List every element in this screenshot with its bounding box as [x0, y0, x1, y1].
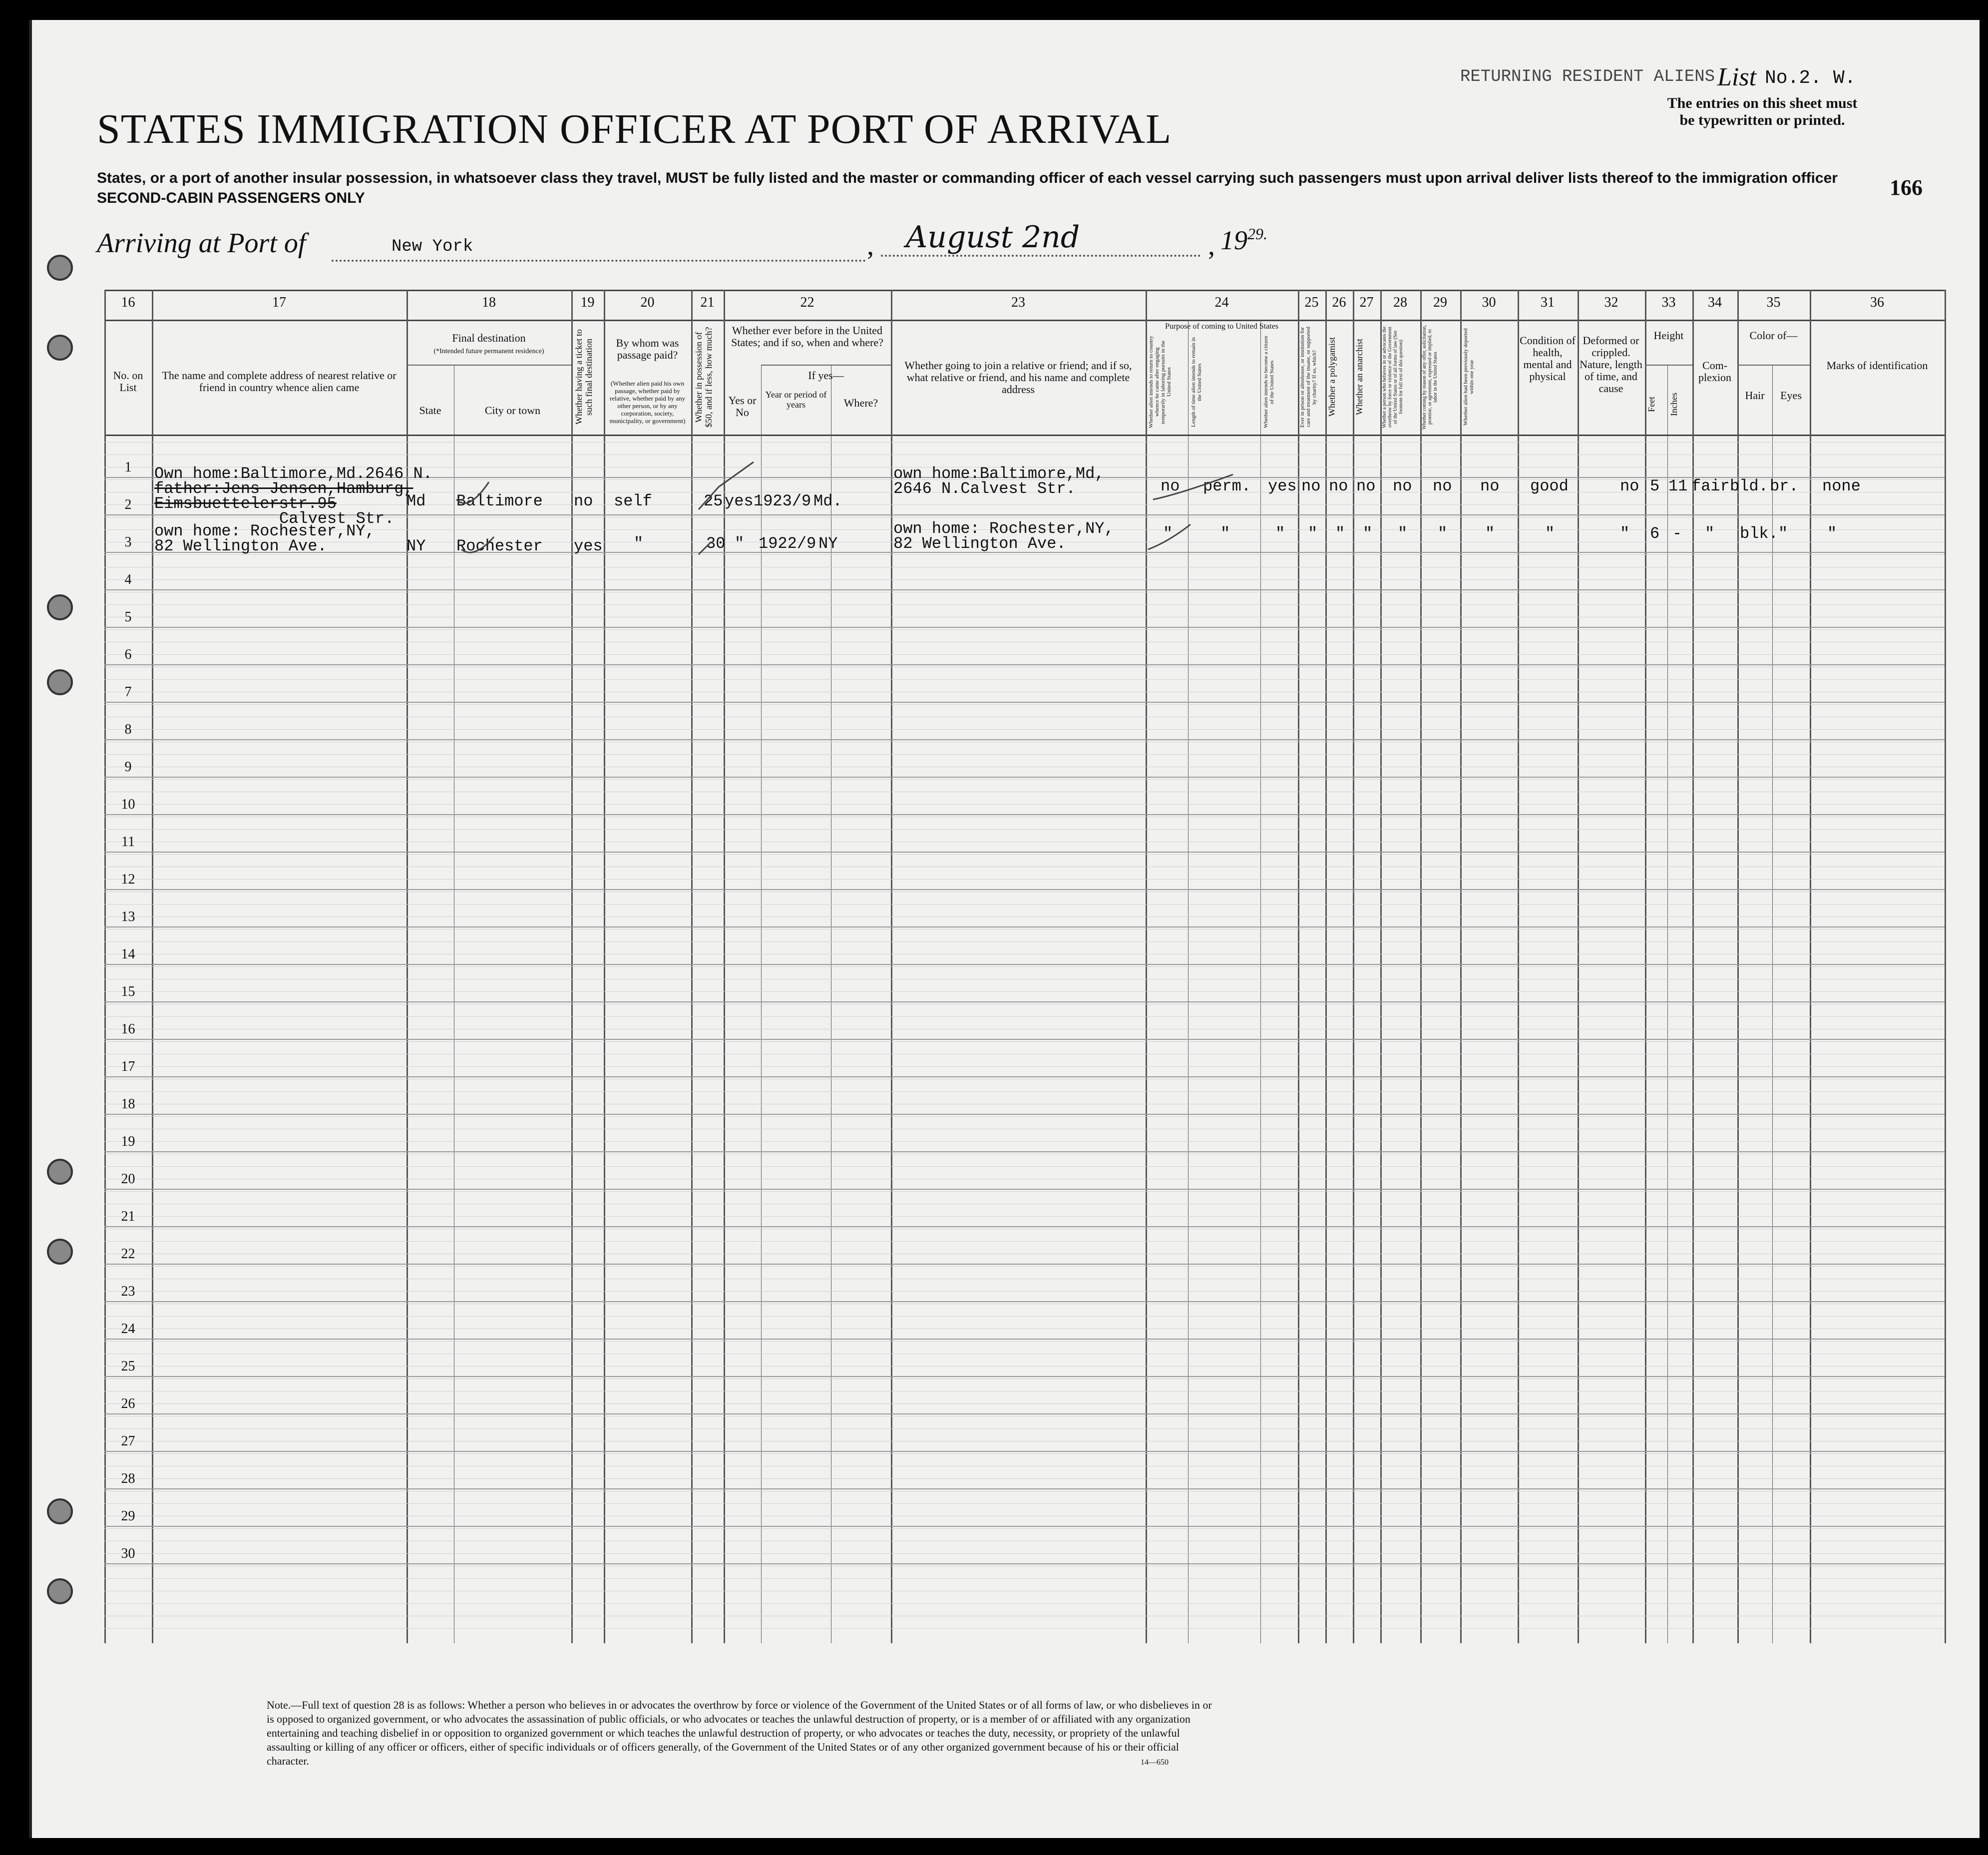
check-mark	[1148, 524, 1191, 549]
col-num-16: 16	[121, 295, 135, 310]
col-num-28: 28	[1393, 295, 1407, 310]
check-mark	[699, 462, 754, 509]
row2-return: "	[1163, 524, 1173, 543]
row2-joining-line1: own home: Rochester,NY,	[893, 519, 1114, 538]
row1-q30: no	[1480, 477, 1500, 495]
ruled-line	[104, 1091, 1945, 1092]
col-head-ticket: Whether having a ticket to such final destination	[574, 329, 594, 425]
row-rule	[104, 1076, 1945, 1077]
row-number: 20	[121, 1171, 135, 1187]
col-num-32: 32	[1604, 295, 1618, 310]
row2-before-where: NY	[818, 534, 838, 553]
row-rule	[104, 1226, 1945, 1227]
row2-money: 30	[706, 534, 726, 553]
row-number: 7	[124, 684, 132, 700]
col-head-citizen: Whether alien intends to become a citizen of the United States	[1263, 336, 1275, 429]
row-number: 8	[124, 722, 132, 737]
page-title: STATES IMMIGRATION OFFICER AT PORT OF ARRIVAL	[97, 106, 1172, 152]
date-dotted-line	[881, 255, 1200, 257]
row1-before-year: 1923/9	[754, 492, 811, 510]
ruled-line	[104, 829, 1945, 830]
class-line: SECOND-CABIN PASSENGERS ONLY	[97, 190, 365, 206]
row1-q29: no	[1433, 477, 1452, 495]
col-num-24: 24	[1214, 295, 1229, 310]
row1-deformed: no	[1620, 477, 1639, 495]
col-head-color: Color of—	[1749, 329, 1798, 342]
comma: ,	[1208, 230, 1215, 261]
col-num-23: 23	[1011, 295, 1025, 310]
row1-health: good	[1530, 477, 1569, 495]
col-num-29: 29	[1433, 295, 1447, 310]
col-head-before: Whether ever before in the United States; and if so, when and where?	[731, 324, 883, 349]
typewritten-note: The entries on this sheet must be typewritten or printed.	[1667, 95, 1858, 128]
footnote: Note.—Full text of question 28 is as follows: Whether a person who believes in or advocates the overthrow by force or violence of the Government of the United States or of all forms of law, or who disbelieves in or is opposed to organized government, or who advocates the assassination of public officials, or who advocates or teaches the unlawful destruction of property, or is a member of or affiliated with any organization entertaining and teaching disbelief in or opposition to organized government or which teaches the unlawful destruction of property, or who advocates or teaches the duty, necessity, or propriety of the unlawful assaulting or killing of any officer or officers, either of specific individuals or of officers generally, of the Government of the United States or of any other organized government because of his or their official character.	[267, 1699, 1212, 1767]
col-head-state: State	[419, 404, 441, 417]
col-num-20: 20	[640, 295, 655, 310]
ruled-line	[104, 729, 1945, 730]
row2-q30: "	[1485, 524, 1495, 543]
row1-anarchist: no	[1356, 477, 1376, 495]
row2-joining-line2: 82 Wellington Ave.	[893, 534, 1066, 553]
row1-paid-by: self	[614, 492, 652, 510]
col-head-marks: Marks of identification	[1826, 359, 1928, 372]
ruled-line	[104, 654, 1945, 655]
row-rule	[104, 739, 1945, 740]
row2-anarchist: "	[1363, 524, 1373, 543]
row-rule	[104, 1189, 1945, 1190]
row2-q29: "	[1438, 524, 1448, 543]
col-head-anarchist: Whether an anarchist	[1354, 339, 1364, 416]
ruled-line	[104, 1428, 1945, 1429]
row-rule	[104, 1301, 1945, 1302]
ruled-line	[104, 679, 1945, 680]
row1-joining-line1: own home:Baltimore,Md,	[893, 464, 1105, 483]
check-marks	[104, 290, 1945, 589]
list-word: List	[1717, 63, 1757, 91]
row-rule	[104, 852, 1945, 853]
row1-polygamist: no	[1329, 477, 1348, 495]
row2-relative-line2: 82 Wellington Ave.	[154, 537, 327, 555]
row2-paid-by: "	[634, 534, 644, 553]
row-number: 12	[121, 872, 135, 887]
col-head-money: Whether in possession of $50, and if less, how much?	[694, 327, 714, 428]
row-number: 30	[121, 1546, 135, 1561]
ruled-line	[104, 1016, 1945, 1017]
col-num-22: 22	[800, 295, 814, 310]
row1-state: Md	[406, 492, 426, 510]
row2-hair: blk.	[1740, 524, 1778, 543]
col-head-joining: Whether going to join a relative or friend; and if so, what relative or friend, and his name and complete address	[904, 359, 1132, 396]
col-num-35: 35	[1766, 295, 1781, 310]
ruled-line	[104, 1216, 1945, 1217]
col-head-year: Year or period of years	[765, 390, 827, 410]
row2-prison: "	[1308, 524, 1318, 543]
check-mark	[1153, 474, 1233, 499]
row2-before-yesno: "	[735, 534, 745, 553]
manifest-table	[104, 290, 1945, 1643]
row-number: 25	[121, 1359, 135, 1374]
row1-relative-line4: Calvest Str.	[279, 509, 395, 528]
year-value	[1220, 225, 1267, 256]
row1-complexion: fair	[1691, 477, 1730, 495]
col-num-26: 26	[1332, 295, 1346, 310]
ruled-line	[104, 1191, 1945, 1192]
ruled-line	[104, 1041, 1945, 1042]
col-head-destination: Final destination	[452, 332, 526, 344]
col-head-polygamist: Whether a polygamist	[1327, 337, 1337, 417]
row-number: 10	[121, 797, 135, 812]
row-rule	[104, 777, 1945, 778]
col-head-paid: By whom was passage paid?	[616, 337, 679, 361]
row-rule	[104, 1151, 1945, 1152]
row1-citizen: yes	[1268, 477, 1297, 495]
comma: ,	[867, 230, 874, 261]
list-number: No.2. W.	[1765, 67, 1856, 89]
col-num-31: 31	[1541, 295, 1555, 310]
ruled-line	[104, 1241, 1945, 1242]
col-head-hair: Hair	[1745, 389, 1765, 402]
row-rule	[104, 664, 1945, 665]
punch-hole	[47, 1159, 73, 1185]
row-number: 14	[121, 946, 135, 962]
row-rule	[104, 1413, 1945, 1414]
row-number: 4	[124, 572, 132, 587]
row-rule	[104, 814, 1945, 815]
row1-feet: 5	[1650, 477, 1660, 495]
row-number: 26	[121, 1396, 135, 1411]
row2-inches: -	[1672, 524, 1682, 543]
punch-hole	[47, 1498, 73, 1524]
row-number: 18	[121, 1096, 135, 1112]
row1-before-yesno: yes	[725, 492, 754, 510]
row2-marks: "	[1827, 524, 1837, 543]
ruled-line	[104, 1291, 1945, 1292]
punch-hole	[47, 1239, 73, 1265]
row2-eyes: "	[1778, 524, 1788, 543]
ruled-line	[104, 1116, 1945, 1117]
row2-ticket: yes	[574, 537, 603, 555]
port-value: New York	[392, 237, 473, 256]
row1-money: 25	[704, 492, 723, 510]
col-head-feet: Feet	[1646, 397, 1656, 413]
row-number: 13	[121, 909, 135, 925]
row1-marks: none	[1822, 477, 1861, 495]
row1-joining-line2: 2646 N.Calvest Str.	[893, 479, 1076, 498]
ruled-line	[104, 854, 1945, 855]
col-head-relative: The name and complete address of nearest relative or friend in country whence alien came	[162, 369, 397, 394]
ruled-line	[104, 1503, 1945, 1504]
ruled-line	[104, 904, 1945, 905]
ruled-line	[104, 1266, 1945, 1267]
punch-hole	[47, 335, 73, 361]
row-rule	[104, 1376, 1945, 1377]
ruled-line	[104, 1066, 1945, 1067]
date-value: August 2nd	[906, 220, 1080, 255]
row-number: 2	[124, 497, 132, 512]
ruled-line	[104, 1166, 1945, 1167]
instruction-text: States, or a port of another insular possession, in whatsoever class they travel, MUST be fully listed and the master or commanding officer of each vessel carrying such passengers must upon arrival deliver lists thereof to the immigration officer	[97, 170, 1838, 186]
check-mark	[456, 482, 489, 503]
row2-complexion: "	[1705, 524, 1715, 543]
row-number: 16	[121, 1021, 135, 1037]
row-rule	[104, 1451, 1945, 1452]
row-rule	[104, 627, 1945, 628]
col-head-prison: Ever in prison or almshouse, or institution for care and treatment of the insane, or supported by charity? If so, which?	[1299, 327, 1317, 428]
ruled-line	[104, 1341, 1945, 1342]
row2-state: NY	[406, 537, 426, 555]
list-prefix: RETURNING RESIDENT ALIENS	[1460, 67, 1715, 86]
ruled-line	[104, 604, 1945, 605]
row-number: 22	[121, 1246, 135, 1262]
col-num-27: 27	[1359, 295, 1374, 310]
row-rule	[104, 1264, 1945, 1265]
row1-return: no	[1161, 477, 1180, 495]
row-rule	[104, 1563, 1945, 1564]
col-head-q28: Whether a person who believes in or advocates the overthrow by force or violence of the Government of the United States or of all forms of law (See footnote for full text of this question)	[1382, 326, 1404, 428]
row-number: 5	[124, 609, 132, 625]
row1-relative-line2: father:Jens Jensen,Hamburg,	[154, 479, 413, 498]
year-suffix: 29.	[1247, 225, 1267, 243]
ruled-line	[104, 629, 1945, 630]
col-num-19: 19	[580, 295, 595, 310]
ruled-line	[104, 991, 1945, 992]
col-num-33: 33	[1661, 295, 1676, 310]
row-number: 21	[121, 1209, 135, 1224]
row1-eyes: br.	[1770, 477, 1799, 495]
row1-length: perm.	[1203, 477, 1251, 495]
row2-health: "	[1545, 524, 1555, 543]
col-head-q30: Whether alien had been previously deported within one year	[1463, 328, 1475, 426]
ruled-line	[104, 1366, 1945, 1367]
row1-relative-line1: Own home:Baltimore,Md.2646 N.	[154, 464, 432, 483]
ruled-line	[104, 1528, 1945, 1529]
row2-q28: "	[1398, 524, 1408, 543]
ruled-line	[104, 1316, 1945, 1317]
row-number: 27	[121, 1433, 135, 1449]
ruled-line	[104, 1403, 1945, 1404]
row-number: 28	[121, 1471, 135, 1486]
row1-q28: no	[1393, 477, 1412, 495]
col-head-height: Height	[1653, 329, 1684, 342]
ruled-line	[104, 754, 1945, 755]
ruled-line	[104, 941, 1945, 942]
ruled-line	[104, 966, 1945, 967]
ruled-line	[104, 1478, 1945, 1479]
col-head-ifyes: If yes—	[808, 369, 844, 382]
punch-hole	[47, 594, 73, 620]
port-dotted-line	[332, 260, 866, 262]
row-number: 29	[121, 1508, 135, 1524]
ruled-line	[104, 1553, 1945, 1554]
col-head-length: Length of time alien intends to remain in the United States	[1191, 337, 1202, 427]
ruled-line	[104, 1453, 1945, 1454]
ruled-line	[104, 704, 1945, 705]
col-line	[1945, 290, 1946, 1643]
ruled-line	[104, 1603, 1945, 1604]
row2-feet: 6	[1650, 524, 1660, 543]
row-rule	[104, 702, 1945, 703]
row2-before-year: 1922/9	[759, 534, 816, 553]
row-rule	[104, 1339, 1945, 1340]
row1-city: Baltimore	[456, 492, 543, 510]
col-head-inches: Inches	[1669, 393, 1679, 417]
row-rule	[104, 1488, 1945, 1489]
row2-city: Rochester	[456, 537, 543, 555]
row-number: 9	[124, 759, 132, 775]
row-number: 6	[124, 647, 132, 662]
check-mark	[699, 542, 711, 554]
punch-hole	[47, 669, 73, 695]
ruled-line	[104, 1141, 1945, 1142]
row2-citizen: "	[1275, 524, 1285, 543]
col-head-where: Where?	[843, 397, 878, 409]
row-rule	[104, 889, 1945, 890]
row1-ticket: no	[574, 492, 593, 510]
col-head-no: No. on List	[113, 369, 143, 394]
col-num-21: 21	[700, 295, 715, 310]
col-head-paid-sub: (Whether alien paid his own passage, whether paid by relative, whether paid by any other person, or by any corporation, society, municipality, or government)	[609, 380, 686, 425]
ruled-line	[104, 879, 1945, 880]
row2-polygamist: "	[1335, 524, 1345, 543]
row-number: 1	[124, 460, 132, 475]
row-number: 17	[121, 1059, 135, 1074]
row-rule	[104, 1039, 1945, 1040]
col-num-25: 25	[1304, 295, 1319, 310]
row2-length: "	[1220, 524, 1230, 543]
col-num-30: 30	[1482, 295, 1496, 310]
row-rule	[104, 1001, 1945, 1002]
col-num-34: 34	[1708, 295, 1722, 310]
row-number: 11	[121, 834, 135, 850]
col-num-17: 17	[272, 295, 286, 310]
col-head-health: Condition of health, mental and physical	[1520, 334, 1576, 383]
row-number: 15	[121, 984, 135, 999]
col-head-return: Whether alien intends to return to country whence he came after engaging temporarily in laboring pursuits in the United States	[1148, 336, 1172, 429]
row1-hair: bld.	[1730, 477, 1768, 495]
row-rule	[104, 927, 1945, 928]
row-number: 19	[121, 1134, 135, 1149]
col-head-yesno: Yes or No	[728, 394, 757, 419]
year-prefix: 19	[1220, 225, 1247, 255]
form-code: 14—650	[1141, 1758, 1169, 1767]
row-rule	[104, 964, 1945, 965]
row1-before-where: Md.	[813, 492, 842, 510]
row-rule	[104, 1114, 1945, 1115]
ruled-line	[104, 804, 1945, 805]
manifest-sheet	[29, 20, 1980, 1838]
col-num-36: 36	[1870, 295, 1884, 310]
row1-inches: 11	[1668, 477, 1688, 495]
row-number: 24	[121, 1321, 135, 1337]
punch-hole	[47, 255, 73, 281]
ruled-line	[104, 779, 1945, 780]
row2-deformed: "	[1620, 524, 1630, 543]
row-rule	[104, 589, 1945, 590]
punch-hole	[47, 1578, 73, 1604]
row2-relative-line1: own home: Rochester,NY,	[154, 522, 375, 540]
col-head-eyes: Eyes	[1780, 389, 1802, 402]
col-head-city: City or town	[484, 404, 541, 417]
col-head-purpose: Purpose of coming to United States	[1165, 322, 1279, 331]
row1-prison: no	[1301, 477, 1321, 495]
row-number: 3	[124, 534, 132, 550]
ruled-line	[104, 1578, 1945, 1579]
col-head-complexion: Com-plexion	[1698, 359, 1731, 384]
col-head-deformed: Deformed or crippled. Nature, length of time, and cause	[1580, 334, 1642, 395]
check-mark	[461, 537, 494, 552]
col-head-q29: Whether coming by reason of any offer, solicitation, promise, or agreement, expressed or implied, to labor in the United States	[1422, 325, 1438, 430]
ruled-line	[104, 1628, 1945, 1629]
row-number: 23	[121, 1284, 135, 1299]
col-num-18: 18	[482, 295, 496, 310]
arriving-label: Arriving at Port of	[97, 228, 306, 259]
col-head-destination-sub: (*Intended future permanent residence)	[433, 348, 544, 355]
page-number: 166	[1890, 175, 1923, 200]
row1-relative-line3: Eimsbuettelerstr.95	[154, 494, 337, 513]
row-rule	[104, 1526, 1945, 1527]
